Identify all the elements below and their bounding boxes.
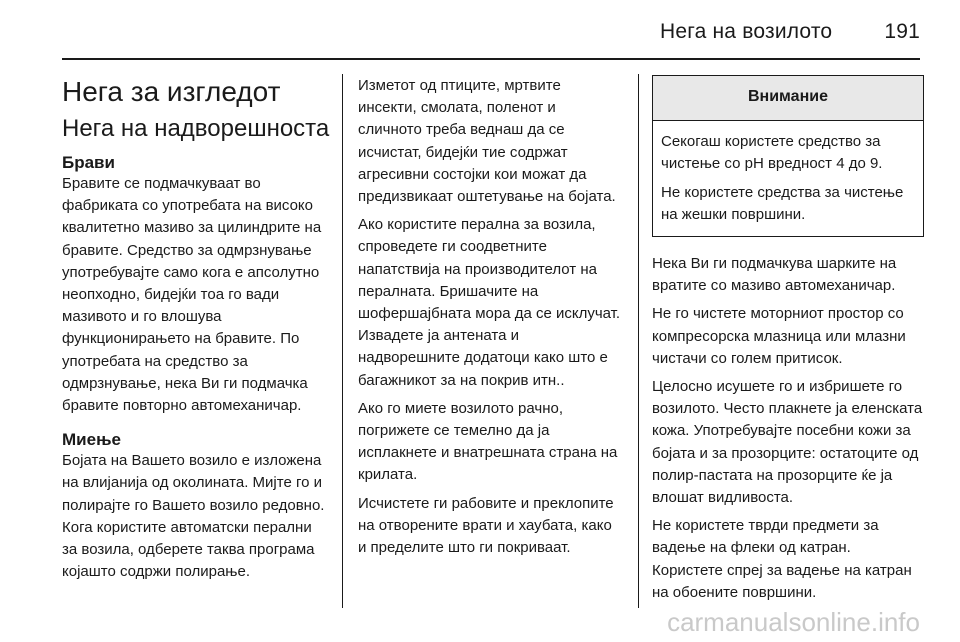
subsection-locks-heading: Брави (62, 153, 115, 172)
caution-title: Внимание (653, 76, 923, 121)
column-3 (652, 75, 924, 610)
paragraph: Изметот од птиците, мртвите инсекти, смолата, поленот и сличното треба веднаш да се исчистат, бидејќи тие содржат агресивни состојки кои можат да предизвикаат оштетување на бојата. (358, 77, 616, 206)
section-title: Нега на надворешноста (62, 115, 330, 142)
column-divider-1 (342, 74, 343, 608)
header-rule (62, 58, 920, 60)
column-divider-2 (638, 74, 639, 608)
page-number: 191 (884, 20, 920, 43)
running-header-title: Нега на возилото (659, 20, 833, 43)
paragraph: Исчистете ги рабовите и преклопите на отворените врати и хаубата, како и пределите што ги покриваат. (358, 494, 614, 557)
caution-paragraph: Секогаш користете средство за чистење со pH вредност 4 до 9. (661, 133, 883, 173)
paragraph: Не користете тврди предмети за вадење на флеки од катран. Користете спреј за вадење на катран на обоените површини. (652, 517, 912, 601)
paragraph: Ако користите перална за возила, спроведете ги соодветните напатствија на производителот на пералната. Бришачите на шофершајбната мора да се исклучат. Извадете ја антената и надворешните додатоци како што е багажникот за на покрив итн.. (358, 216, 621, 389)
washing-paragraph: Бојата на Вашето возило е изложена на влијанија од околината. Мијте го и полирајте го Вашето возило редовно. Кога користите автоматски перални за возила, одберете таква програма којашто содржи полирање. (62, 452, 325, 581)
running-header (0, 20, 920, 44)
chapter-title: Нега за изгледот (62, 76, 281, 107)
paragraph: Нека Ви ги подмачкува шарките на вратите со мазиво автомеханичар. (652, 255, 897, 295)
paragraph: Не го чистете моторниот простор со компресорска млазница или млазни чистачи со голем притисок. (652, 305, 906, 367)
locks-paragraph: Бравите се подмачкуваат во фабриката со употребата на високо квалитетно мазиво за цилиндрите на бравите. Средство за одмрзнување употребувајте само кога е апсолутно неопходно, бидејќи тоа го вади мазивото и го влошува функционирањето на бравите. По употребата на средство за одмрзнување, нека Ви ги подмачка бравите повторно автомеханичар. (62, 175, 322, 415)
paragraph: Целосно исушете го и избришете го возилото. Често плакнете ја еленската кожа. Употребувајте посебни кожи за бојата и за прозорците: остатоците од полир-пастата на прозорците ќе ја влошат видливоста. (652, 378, 923, 507)
caution-box (652, 75, 924, 237)
column-1 (62, 68, 330, 589)
caution-body (653, 121, 923, 236)
paragraph: Ако го миете возилото рачно, погрижете се темелно да ја исплакнете и внатрешната страна на крилата. (358, 399, 618, 484)
column-2 (358, 75, 622, 565)
caution-paragraph: Не користете средства за чистење на жешки површини. (661, 183, 904, 223)
subsection-washing-heading: Миење (62, 430, 121, 450)
watermark: carmanualsonline.info (667, 607, 920, 637)
